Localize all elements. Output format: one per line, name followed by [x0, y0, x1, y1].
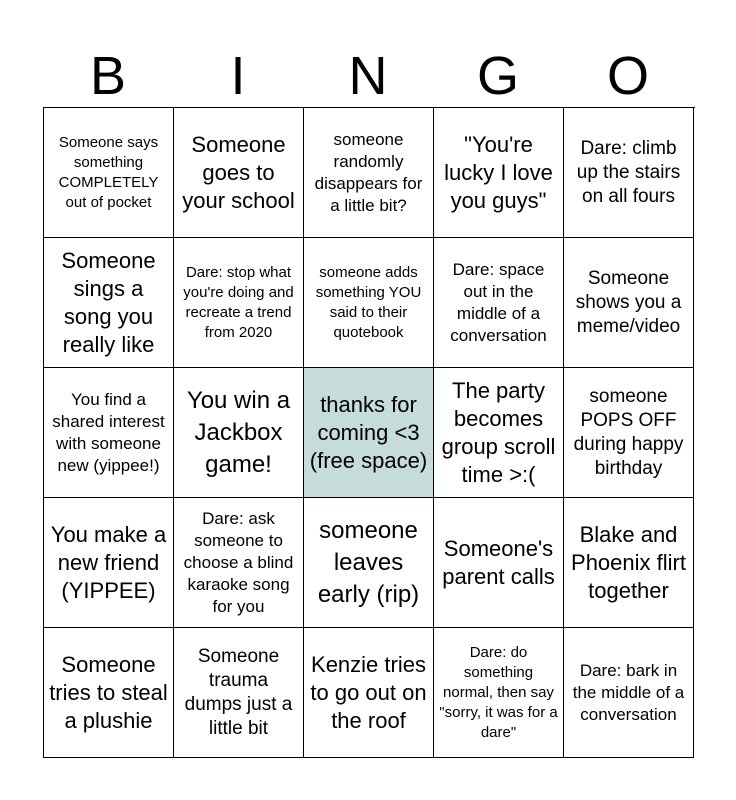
bingo-cell[interactable] [44, 498, 174, 628]
bingo-cell[interactable] [564, 368, 694, 498]
cell-text: someone leaves early (rip) [317, 516, 420, 608]
bingo-cell[interactable] [564, 628, 694, 758]
cell-text: Dare: ask someone to choose a blind karaoke song for you [183, 508, 294, 616]
bingo-cell[interactable] [304, 108, 434, 238]
bingo-cell[interactable] [304, 238, 434, 368]
cell-text: someone POPS OFF during happy birthday [573, 385, 684, 479]
bingo-cell[interactable] [44, 238, 174, 368]
header-letter-b: B [89, 46, 127, 106]
cell-text: Dare: space out in the middle of a conversation [450, 259, 547, 345]
bingo-cell[interactable] [44, 108, 174, 238]
bingo-cell[interactable] [304, 628, 434, 758]
cell-text: The party becomes group scroll time >:( [441, 377, 556, 487]
bingo-cell[interactable] [434, 498, 564, 628]
cell-text: someone adds something YOU said to their quotebook [315, 263, 422, 341]
header-letter-g: G [476, 46, 519, 106]
bingo-cell[interactable] [434, 108, 564, 238]
cell-text: Someone's parent calls [442, 535, 555, 589]
header-letter-i: I [230, 46, 246, 106]
cell-text: You win a Jackbox game! [186, 386, 291, 478]
cell-text: thanks for coming <3 (free space) [309, 391, 428, 473]
cell-text: "You're lucky I love you guys" [444, 131, 553, 213]
bingo-cell[interactable] [434, 368, 564, 498]
cell-text: Dare: bark in the middle of a conversation [572, 660, 685, 724]
bingo-cell[interactable] [174, 628, 304, 758]
cell-text: someone randomly disappears for a little bit? [314, 129, 423, 215]
bingo-cell[interactable] [44, 628, 174, 758]
bingo-cell[interactable] [434, 628, 564, 758]
cell-text: Someone says something COMPLETELY out of pocket [58, 133, 159, 211]
cell-text: Dare: stop what you're doing and recreate a trend from 2020 [183, 263, 294, 341]
free-space-cell[interactable] [304, 368, 434, 498]
cell-text: Dare: climb up the stairs on all fours [576, 137, 681, 207]
bingo-cell[interactable] [174, 368, 304, 498]
cell-text: Someone sings a song you really like [61, 247, 156, 357]
cell-text: Dare: do something normal, then say "sorry, it was for a dare" [439, 643, 558, 741]
cell-text: Kenzie tries to go out on the roof [310, 651, 427, 733]
cell-text: You find a shared interest with someone new (yippee!) [52, 389, 165, 475]
header-letter-n: N [348, 46, 388, 106]
bingo-header [43, 44, 693, 108]
cell-text: Someone trauma dumps just a little bit [184, 645, 293, 739]
bingo-cell[interactable] [564, 238, 694, 368]
cell-text: You make a new friend (YIPPEE) [50, 521, 167, 603]
bingo-cell[interactable] [564, 108, 694, 238]
bingo-cell[interactable] [304, 498, 434, 628]
cell-text: Someone shows you a meme/video [575, 267, 682, 337]
bingo-cell[interactable] [564, 498, 694, 628]
header-letter-o: O [606, 46, 649, 106]
cell-text: Blake and Phoenix flirt together [571, 521, 686, 603]
cell-text: Someone tries to steal a plushie [49, 651, 168, 733]
bingo-cell[interactable] [434, 238, 564, 368]
cell-text: Someone goes to your school [182, 131, 295, 213]
bingo-cell[interactable] [174, 238, 304, 368]
bingo-cell[interactable] [44, 368, 174, 498]
bingo-cell[interactable] [174, 108, 304, 238]
bingo-cell[interactable] [174, 498, 304, 628]
bingo-board [43, 107, 695, 758]
